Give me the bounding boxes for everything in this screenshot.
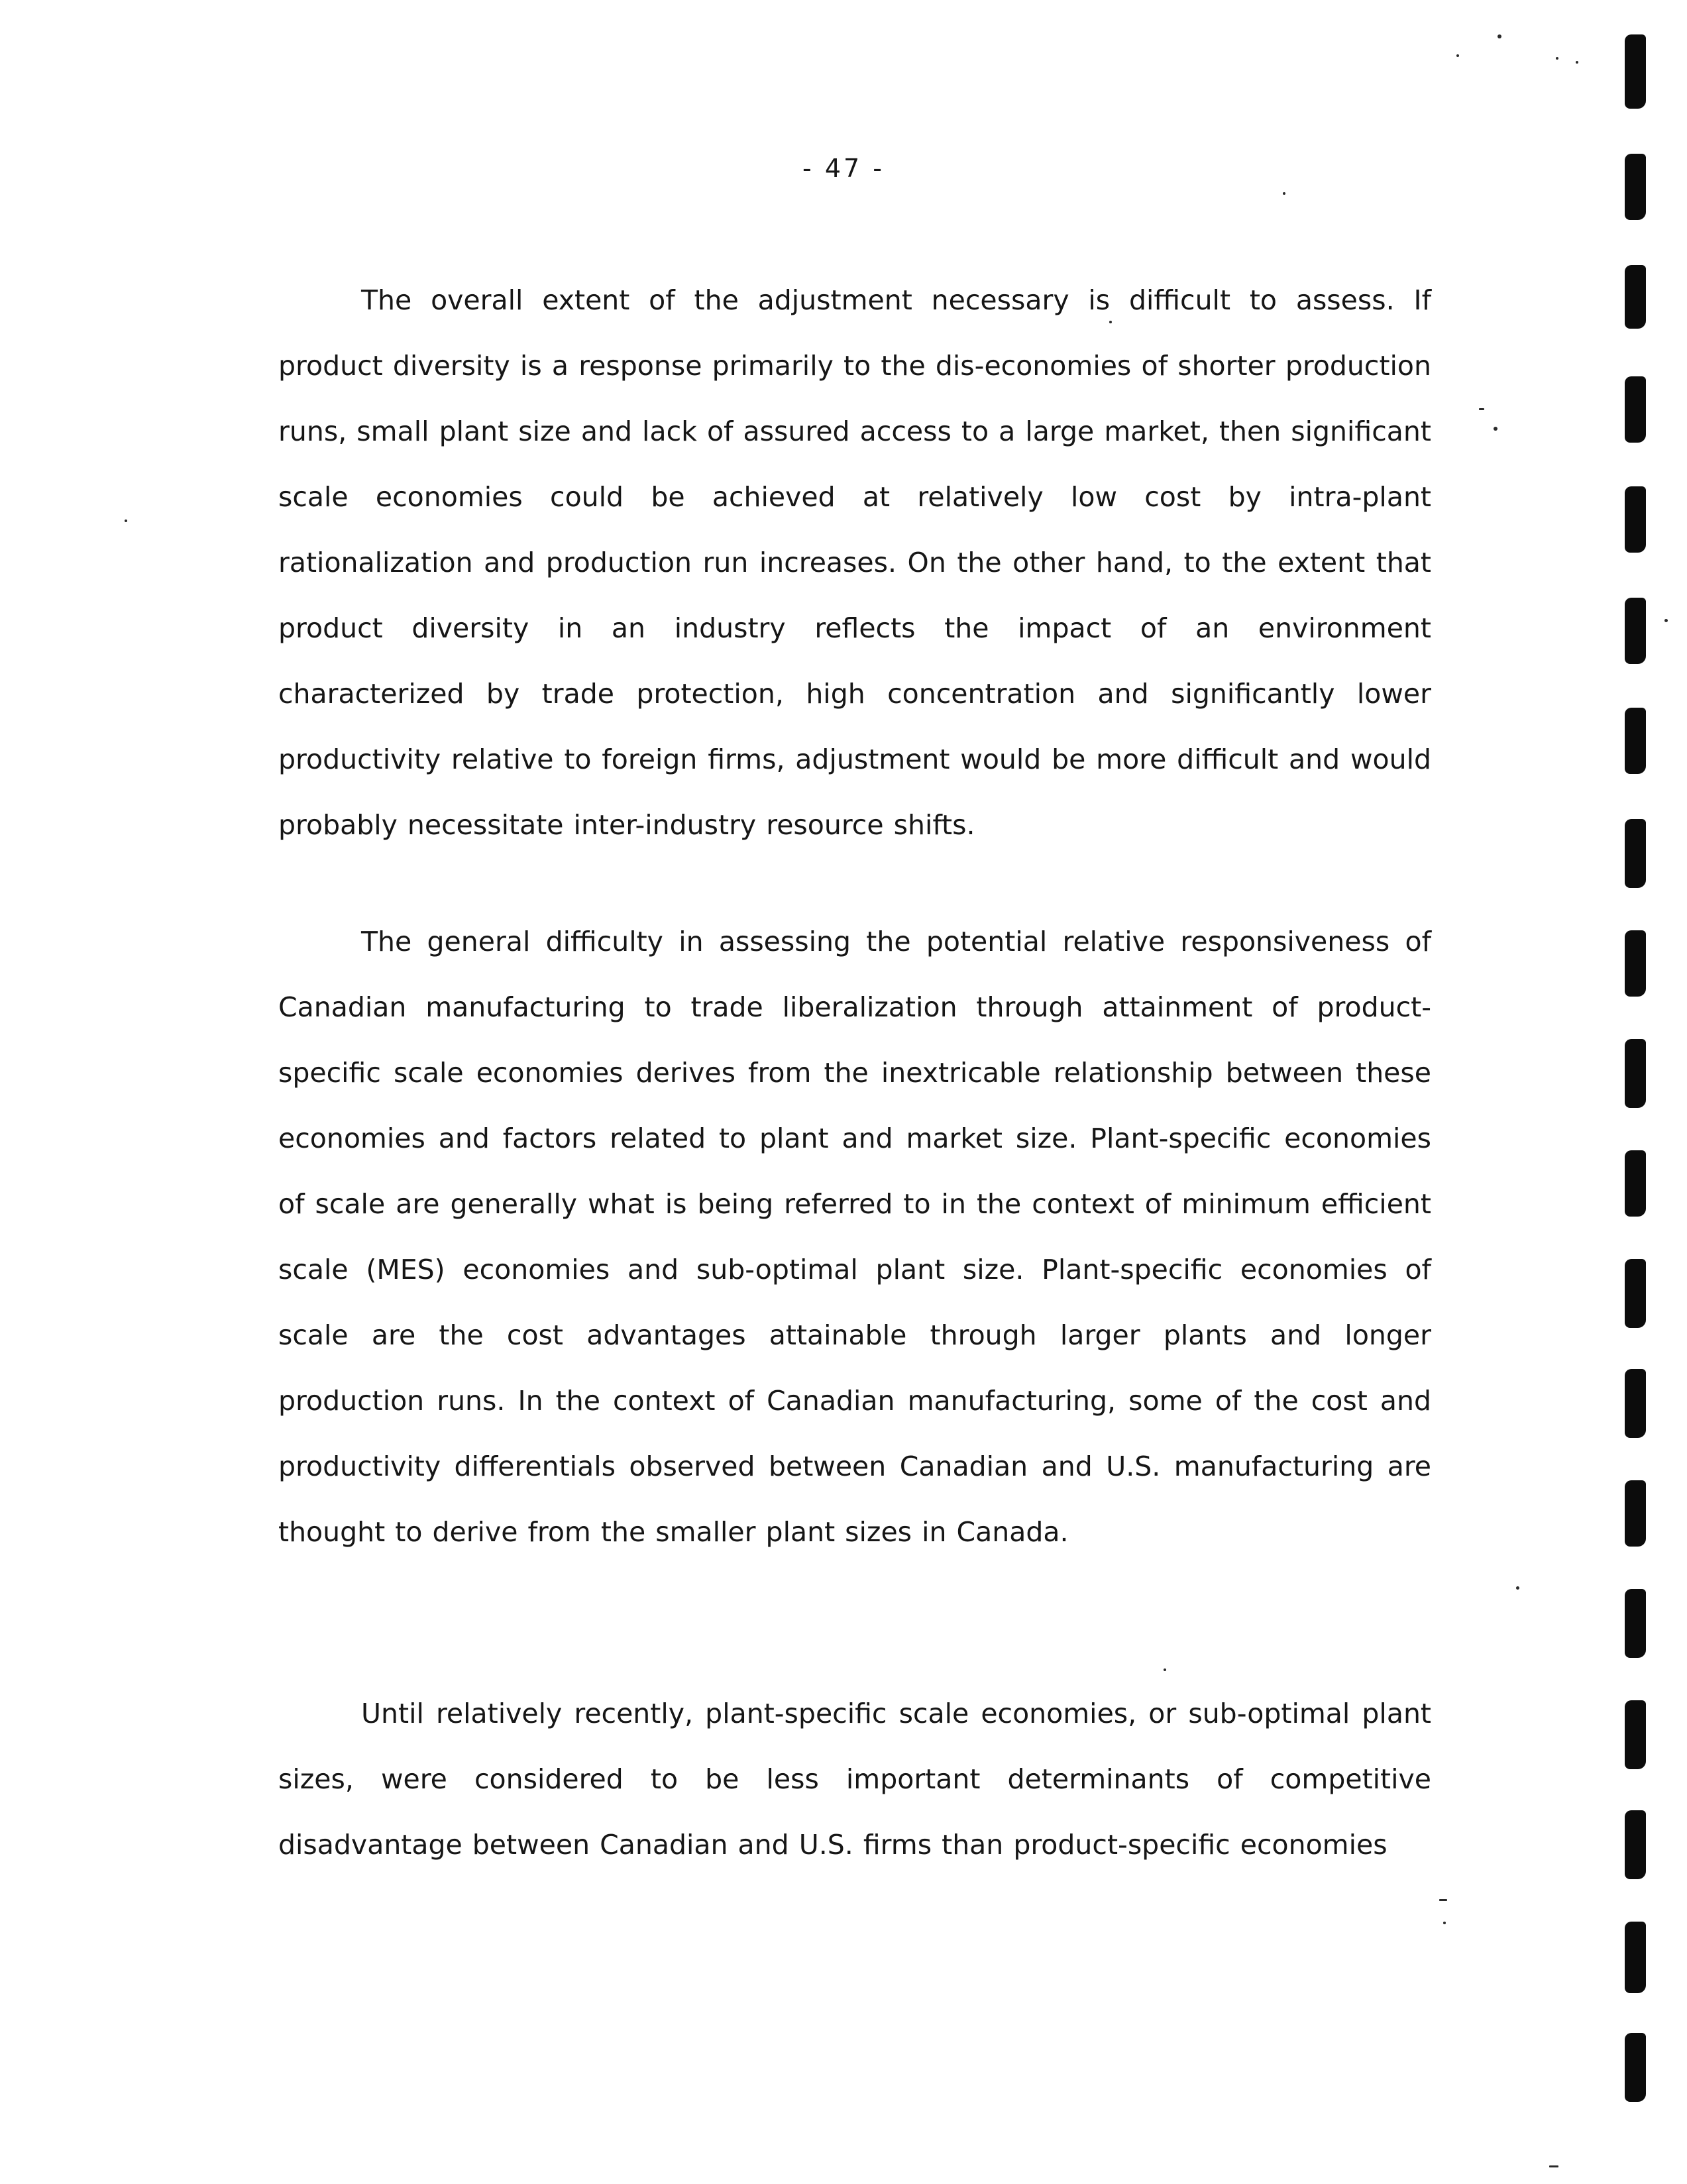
binding-mark bbox=[1625, 34, 1646, 109]
binding-mark bbox=[1625, 1150, 1646, 1217]
binding-mark bbox=[1625, 930, 1646, 997]
binding-mark bbox=[1625, 1810, 1646, 1879]
binding-mark bbox=[1625, 376, 1646, 443]
paragraph-1: The overall extent of the adjustment necessary is difficult to assess. If product diversity is a response primarily to the dis-economies of shorter production runs, small plant size and lack of assured access to a large market, then significant scale economies could be achieved at relatively low cost by intra-plant rationalization and production run increases. On the other hand, to the extent that product diversity in an industry reflects the impact of an environment characterized by trade protection, high concentration and significantly lower productivity relative to foreign firms, adjustment would be more difficult and would probably necessitate inter-industry resource shifts. bbox=[278, 284, 1431, 841]
scan-speck bbox=[1497, 34, 1501, 38]
paragraph-2: The general difficulty in assessing the potential relative responsiveness of Canadian manufacturing to trade liberalization through attainment of product-specific scale economies derives from the inextricable relationship between these economies and factors related to plant and market size. Plant-specific economies of scale are generally what is being referred to in the context of minimum efficient scale (MES) economies and sub-optimal plant size. Plant-specific economies of scale are the cost advantages attainable through larger plants and longer production runs. In the context of Canadian manufacturing, some of the cost and productivity differentials observed between Canadian and U.S. manufacturing are thought to derive from the smaller plant sizes in Canada. bbox=[278, 926, 1431, 1548]
scan-speck bbox=[1576, 61, 1578, 64]
binding-mark bbox=[1625, 486, 1646, 553]
scan-speck bbox=[1456, 54, 1459, 57]
scan-speck bbox=[125, 519, 127, 522]
scan-speck bbox=[1164, 1668, 1166, 1671]
binding-mark bbox=[1625, 1259, 1646, 1328]
scan-speck bbox=[1283, 192, 1285, 195]
binding-mark bbox=[1625, 1589, 1646, 1658]
scan-speck bbox=[1443, 1922, 1446, 1924]
binding-mark bbox=[1625, 154, 1646, 220]
scan-speck bbox=[1549, 2165, 1558, 2167]
scan-speck bbox=[1479, 408, 1484, 410]
binding-mark bbox=[1625, 1700, 1646, 1769]
scan-speck bbox=[1439, 1899, 1447, 1901]
binding-mark bbox=[1625, 1480, 1646, 1547]
paragraph-3: Until relatively recently, plant-specific scale economies, or sub-optimal plant sizes, were considered to be less important determinants of competitive disadvantage between Canadian and U.S. firms than product-specific economies bbox=[278, 1698, 1431, 1861]
binding-mark bbox=[1625, 2033, 1646, 2102]
binding-mark bbox=[1625, 819, 1646, 888]
binding-mark bbox=[1625, 1039, 1646, 1108]
binding-mark bbox=[1625, 598, 1646, 664]
scan-speck bbox=[1494, 427, 1497, 431]
scan-speck bbox=[1516, 1586, 1519, 1590]
binding-mark bbox=[1625, 1922, 1646, 1993]
scan-speck bbox=[1109, 321, 1112, 323]
scan-speck bbox=[1556, 57, 1558, 60]
binding-mark bbox=[1625, 1369, 1646, 1438]
page-number: - 47 - bbox=[802, 154, 885, 183]
binding-mark bbox=[1625, 708, 1646, 774]
scan-speck bbox=[1664, 619, 1668, 622]
binding-mark bbox=[1625, 265, 1646, 329]
